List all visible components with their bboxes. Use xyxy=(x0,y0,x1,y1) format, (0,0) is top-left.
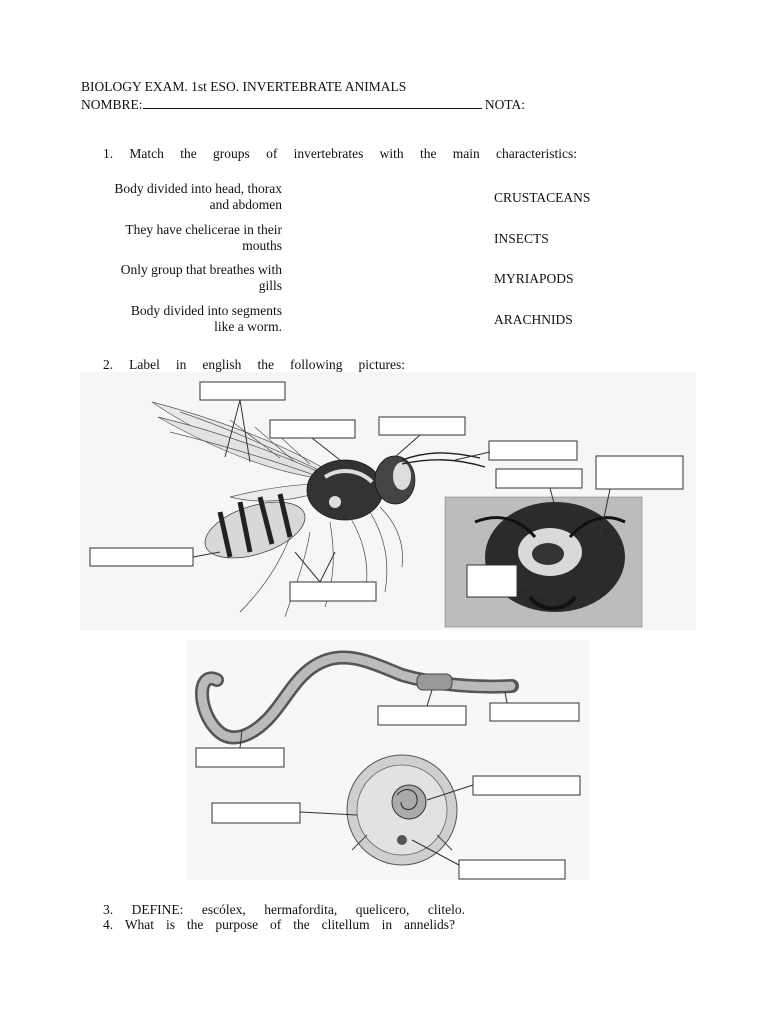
characteristic-3-line1: Only group that breathes with xyxy=(120,262,282,277)
label-box-clitellum[interactable] xyxy=(378,706,466,725)
question-4: 4. What is the purpose of the clitellum in annelids? xyxy=(103,917,455,932)
group-arachnids: ARACHNIDS xyxy=(494,312,573,327)
exam-title: BIOLOGY EXAM. 1st ESO. INVERTEBRATE ANIMALS xyxy=(81,79,407,94)
label-box-mouth[interactable] xyxy=(490,703,579,721)
characteristic-4-line2: like a worm. xyxy=(214,319,282,334)
group-insects: INSECTS xyxy=(494,231,549,246)
nombre-blank-line[interactable] xyxy=(143,96,482,109)
earthworm-figure xyxy=(187,640,590,880)
label-box-muscles[interactable] xyxy=(212,803,300,823)
characteristic-1-line2: and abdomen xyxy=(209,197,282,212)
characteristic-2-line2: mouths xyxy=(242,238,282,253)
nota-label: NOTA: xyxy=(484,97,526,112)
characteristic-3 xyxy=(72,262,282,294)
characteristic-1 xyxy=(72,181,282,213)
question-3: 3. DEFINE: escólex, hermafordita, quelicero, clitelo. xyxy=(103,902,465,917)
label-box-thorax[interactable] xyxy=(270,420,355,438)
label-box-wings[interactable] xyxy=(200,382,285,400)
wasp-figure xyxy=(80,372,696,630)
label-box-antennae[interactable] xyxy=(489,441,577,460)
label-box-nerve-cord[interactable] xyxy=(459,860,565,879)
label-box-legs[interactable] xyxy=(290,582,376,601)
group-myriapods: MYRIAPODS xyxy=(494,271,574,286)
characteristic-3-line2: gills xyxy=(258,278,282,293)
label-box-abdomen[interactable] xyxy=(90,548,193,566)
characteristic-4 xyxy=(72,303,282,335)
characteristic-1-line1: Body divided into head, thorax xyxy=(114,181,282,196)
worm-cross-section-illustration xyxy=(347,755,457,865)
label-box-mouthparts[interactable] xyxy=(467,565,517,597)
name-grade-row xyxy=(81,96,525,113)
label-box-intestine[interactable] xyxy=(473,776,580,795)
question-1: 1. Match the groups of invertebrates with the main characteristics: xyxy=(103,146,577,161)
label-box-compound-eye[interactable] xyxy=(596,456,683,489)
label-box-segments[interactable] xyxy=(196,748,284,767)
characteristic-2-line1: They have chelicerae in their xyxy=(125,222,282,237)
nombre-label: NOMBRE: xyxy=(81,97,143,112)
question-2: 2. Label in english the following pictures: xyxy=(103,357,405,372)
characteristic-4-line1: Body divided into segments xyxy=(130,303,282,318)
wasp-head-photo xyxy=(445,497,642,627)
group-crustaceans: CRUSTACEANS xyxy=(494,190,591,205)
characteristic-2 xyxy=(72,222,282,254)
label-box-head[interactable] xyxy=(379,417,465,435)
label-box-eyes[interactable] xyxy=(496,469,582,488)
